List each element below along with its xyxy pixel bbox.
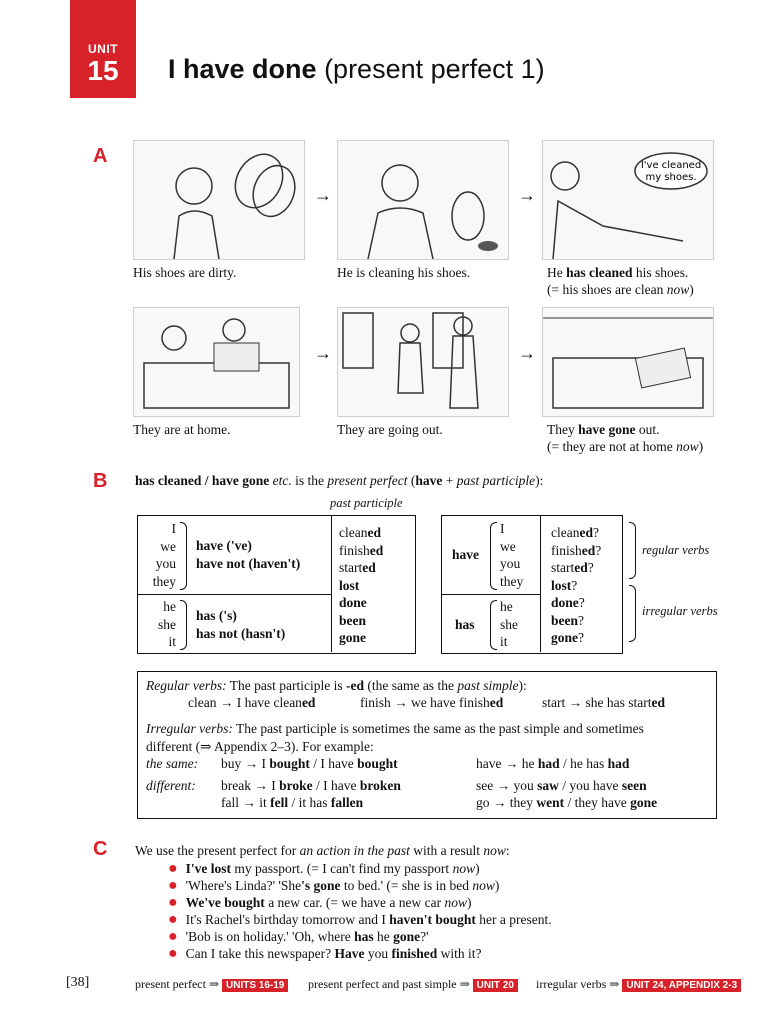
illustration-dirty-shoes [133,140,305,260]
illustration-at-home [133,307,300,417]
same-example-2: have → he had / he has had [476,756,630,771]
question-participle-list: cleaned? finished? started? lost? done? been? gone? [551,525,602,645]
illustration-cleaned-shoes [542,140,714,260]
illustration-empty-room [542,307,714,417]
have-question: have [452,547,479,562]
arrow-3: → [314,343,332,363]
has-forms: has ('s) has not (hasn't) [196,608,286,641]
page-number: [38] [66,975,90,990]
section-a-letter: A [93,145,108,167]
irregular-note: Irregular verbs: The past participle is sometimes the same as the past simple and sometimes [146,721,644,736]
same-example-1: buy → I bought / I have bought [221,756,398,771]
pronouns-have: I we you they [152,521,176,589]
illustration-going-out [337,307,509,417]
brace [180,522,187,590]
arrow-4: → [518,343,536,363]
unit-label: UNIT [88,42,118,56]
footer-ref-1[interactable]: present perfect ⇒ UNITS 16-19 [135,977,288,992]
speech-bubble-text: I've cleaned [640,160,702,171]
section-b-intro: has cleaned / have gone etc. is the present perfect (have + past participle): [135,473,544,488]
title-main: I have done [168,54,317,84]
past-participle-header: past participle [330,496,403,510]
question-pronouns-have: I we you they [500,521,524,589]
different-example-3: fall → it fell / it has fallen [221,795,364,810]
same-label: the same: [146,756,199,771]
list-item: ● I've lost my passport. (= I can't find my passport now) [168,860,480,877]
arrow-1: → [314,185,332,205]
has-question: has [455,617,475,632]
irregular-verbs-label: irregular verbs [642,604,718,618]
illustration-cleaning-shoes [337,140,509,260]
arrow-2: → [518,185,536,205]
list-item: ● Can I take this newspaper? Have you finished with it? [168,945,482,962]
caption-2: He is cleaning his shoes. [337,265,471,280]
different-label: different: [146,778,196,793]
different-example-1: break → I broke / I have broken [221,778,401,793]
unit-tab [70,0,136,98]
footer-ref-3[interactable]: irregular verbs ⇒ UNIT 24, APPENDIX 2-3 [536,977,741,992]
have-forms: have ('ve) have not (haven't) [196,538,301,571]
section-b-letter: B [93,470,108,492]
caption-5: They are going out. [337,422,443,437]
section-c-intro: We use the present perfect for an action in the past with a result now: [135,843,510,858]
caption-4: They are at home. [133,422,231,437]
caption-6: They have gone out. (= they are not at home now) [547,422,704,454]
list-item: ● 'Bob is on holiday.' 'Oh, where has he gone?' [168,928,429,945]
list-item: ● It's Rachel's birthday tomorrow and I haven't bought her a present. [168,911,552,928]
different-example-4: go → they went / they have gone [476,795,658,810]
unit-number: 15 [87,55,119,86]
title-sub: (present perfect 1) [324,54,545,84]
caption-1: His shoes are dirty. [133,265,237,280]
regular-verbs-label: regular verbs [642,543,710,557]
regular-note: Regular verbs: The past participle is -ed (the same as the past simple): [146,678,527,693]
list-item: ● 'Where's Linda?' 'She's gone to bed.' (= she is in bed now) [168,877,500,894]
different-example-2: see → you saw / you have seen [476,778,647,793]
regular-example-3: start → she has started [542,695,665,710]
section-c-letter: C [93,838,108,860]
footer-ref-2[interactable]: present perfect and past simple ⇒ UNIT 20 [308,977,518,992]
participle-list: cleaned finished started lost done been gone [339,525,384,645]
page-title [168,54,545,85]
pronouns-has: he she it [158,599,176,649]
irregular-note-2: different (⇒ Appendix 2–3). For example: [146,739,374,754]
regular-example-2: finish → we have finished [360,695,504,710]
question-pronouns-has: he she it [500,599,518,649]
svg-text:my shoes.: my shoes. [645,172,697,183]
caption-3: He has cleaned his shoes. (= his shoes are clean now) [547,265,694,297]
regular-example-1: clean → I have cleaned [188,695,316,710]
list-item: ● We've bought a new car. (= we have a new car now) [168,894,472,911]
